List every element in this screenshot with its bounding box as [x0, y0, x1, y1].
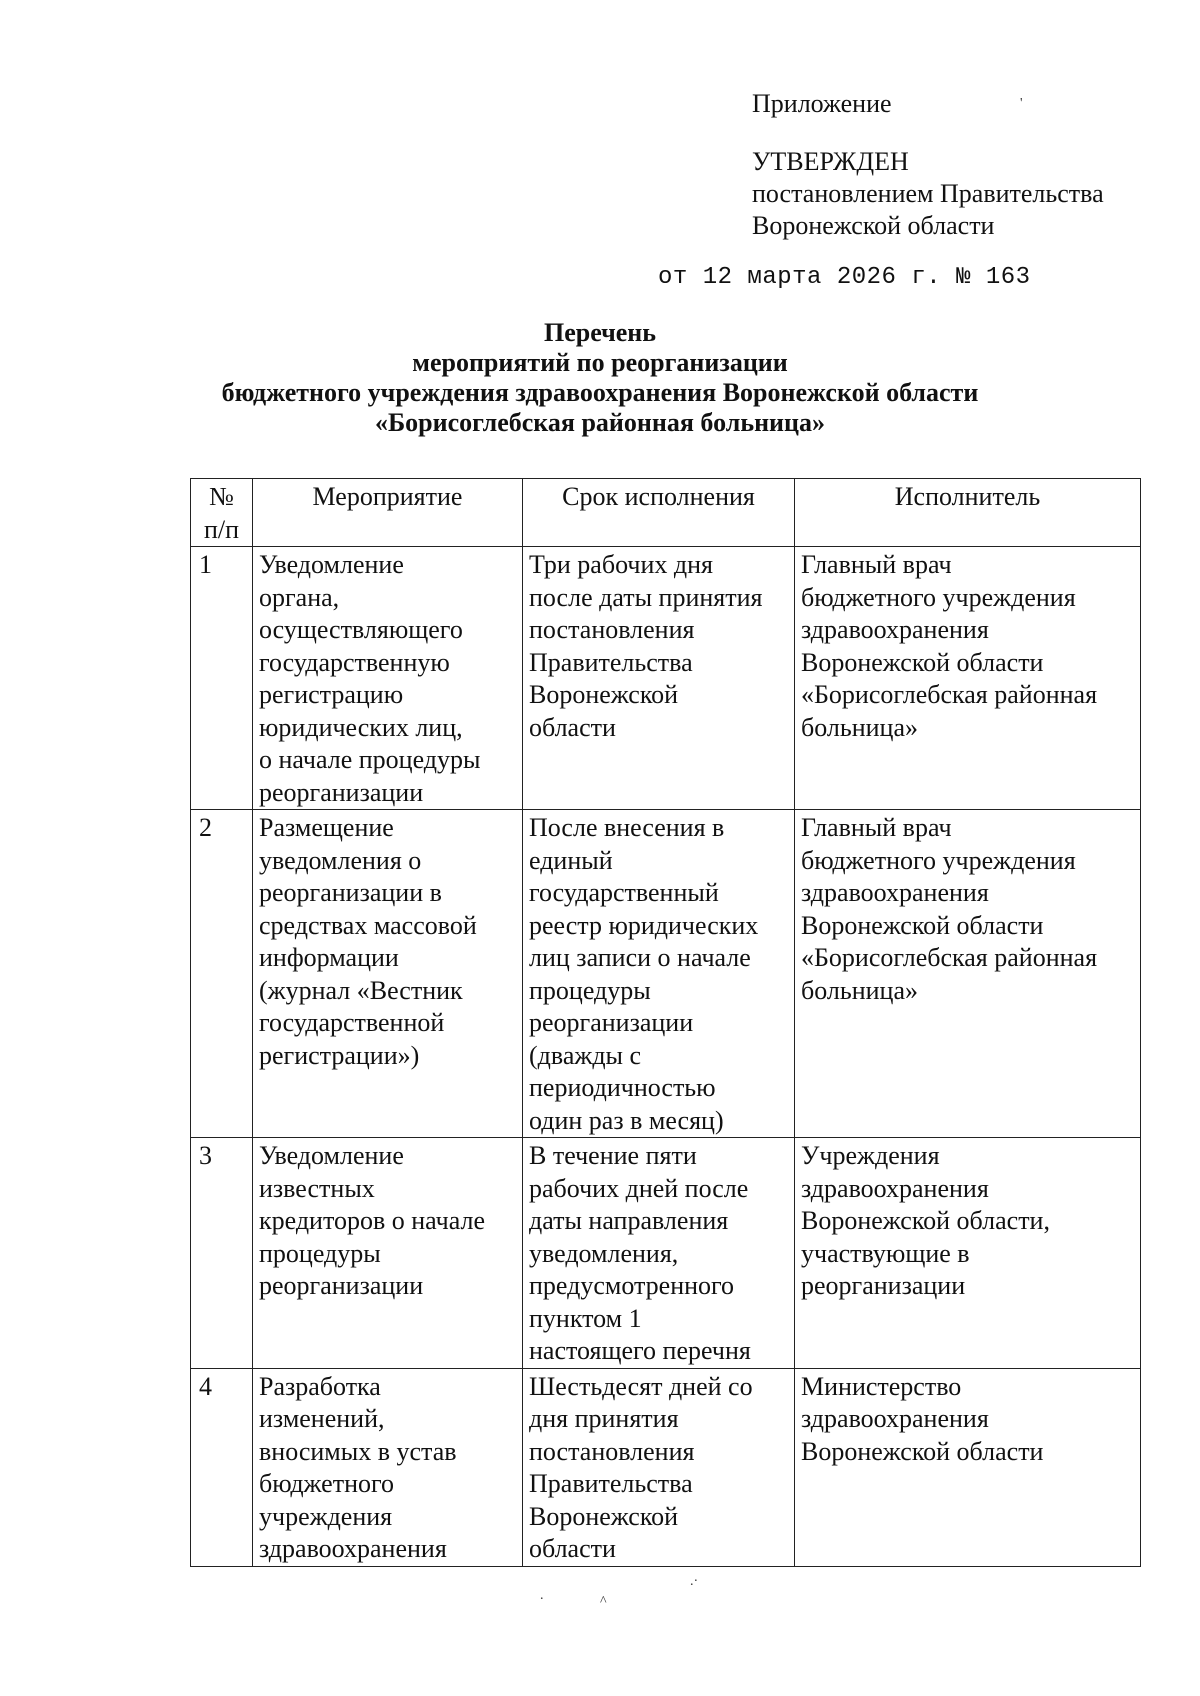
- row-number: 3: [191, 1138, 253, 1369]
- row-executor: Учреждения здравоохранения Воронежской области, участвующие в реорганизации: [795, 1138, 1141, 1369]
- row-executor: Министерство здравоохранения Воронежской области: [795, 1368, 1141, 1566]
- row-term: После внесения в единый государственный реестр юридических лиц записи о начале процедуры реорганизации (дважды с периодичностью один раз в месяц): [523, 810, 795, 1138]
- document-title: [0, 318, 1200, 438]
- table-row: [191, 547, 1141, 810]
- approval-block: [752, 88, 1172, 242]
- scan-speck: .·: [690, 1574, 699, 1589]
- row-number: 2: [191, 810, 253, 1138]
- measures-table: [190, 478, 1141, 1567]
- title-line-3: бюджетного учреждения здравоохранения Воронежской области: [221, 378, 979, 407]
- approved-by-line-1: постановлением Правительства: [752, 179, 1104, 208]
- row-event: Уведомление известных кредиторов о начале процедуры реорганизации: [253, 1138, 523, 1369]
- scan-speck: .: [540, 1588, 544, 1603]
- approved-by-line-2: Воронежской области: [752, 211, 995, 240]
- title-line-1: Перечень: [543, 318, 657, 347]
- row-term: В течение пяти рабочих дней после даты направления уведомления, предусмотренного пунктом 1 настоящего перечня: [523, 1138, 795, 1369]
- scan-speck: ': [1020, 96, 1023, 111]
- scan-speck: ^: [600, 1594, 607, 1609]
- row-event: Разработка изменений, вносимых в устав бюджетного учреждения здравоохранения: [253, 1368, 523, 1566]
- row-executor: Главный врач бюджетного учреждения здравоохранения Воронежской области «Борисоглебская районная больница»: [795, 810, 1141, 1138]
- row-term: Три рабочих дня после даты принятия постановления Правительства Воронежской области: [523, 547, 795, 810]
- row-event: Уведомление органа, осуществляющего государственную регистрацию юридических лиц, о начале процедуры реорганизации: [253, 547, 523, 810]
- header-term: Срок исполнения: [523, 479, 795, 547]
- header-number: № п/п: [191, 479, 253, 547]
- approved-label: УТВЕРЖДЕН: [752, 147, 909, 176]
- row-number: 1: [191, 547, 253, 810]
- header-executor: Исполнитель: [795, 479, 1141, 547]
- title-line-4: «Борисоглебская районная больница»: [374, 408, 826, 437]
- title-line-2: мероприятий по реорганизации: [412, 348, 788, 377]
- appendix-label: Приложение: [752, 89, 892, 118]
- row-term: Шестьдесят дней со дня принятия постановления Правительства Воронежской области: [523, 1368, 795, 1566]
- row-number: 4: [191, 1368, 253, 1566]
- row-event: Размещение уведомления о реорганизации в средствах массовой информации (журнал «Вестник государственной регистрации»): [253, 810, 523, 1138]
- table-row: [191, 1138, 1141, 1369]
- resolution-date-number: от 12 марта 2026 г. № 163: [658, 264, 1031, 291]
- table-row: [191, 1368, 1141, 1566]
- row-executor: Главный врач бюджетного учреждения здравоохранения Воронежской области «Борисоглебская районная больница»: [795, 547, 1141, 810]
- header-event: Мероприятие: [253, 479, 523, 547]
- table-row: [191, 810, 1141, 1138]
- table-header-row: [191, 479, 1141, 547]
